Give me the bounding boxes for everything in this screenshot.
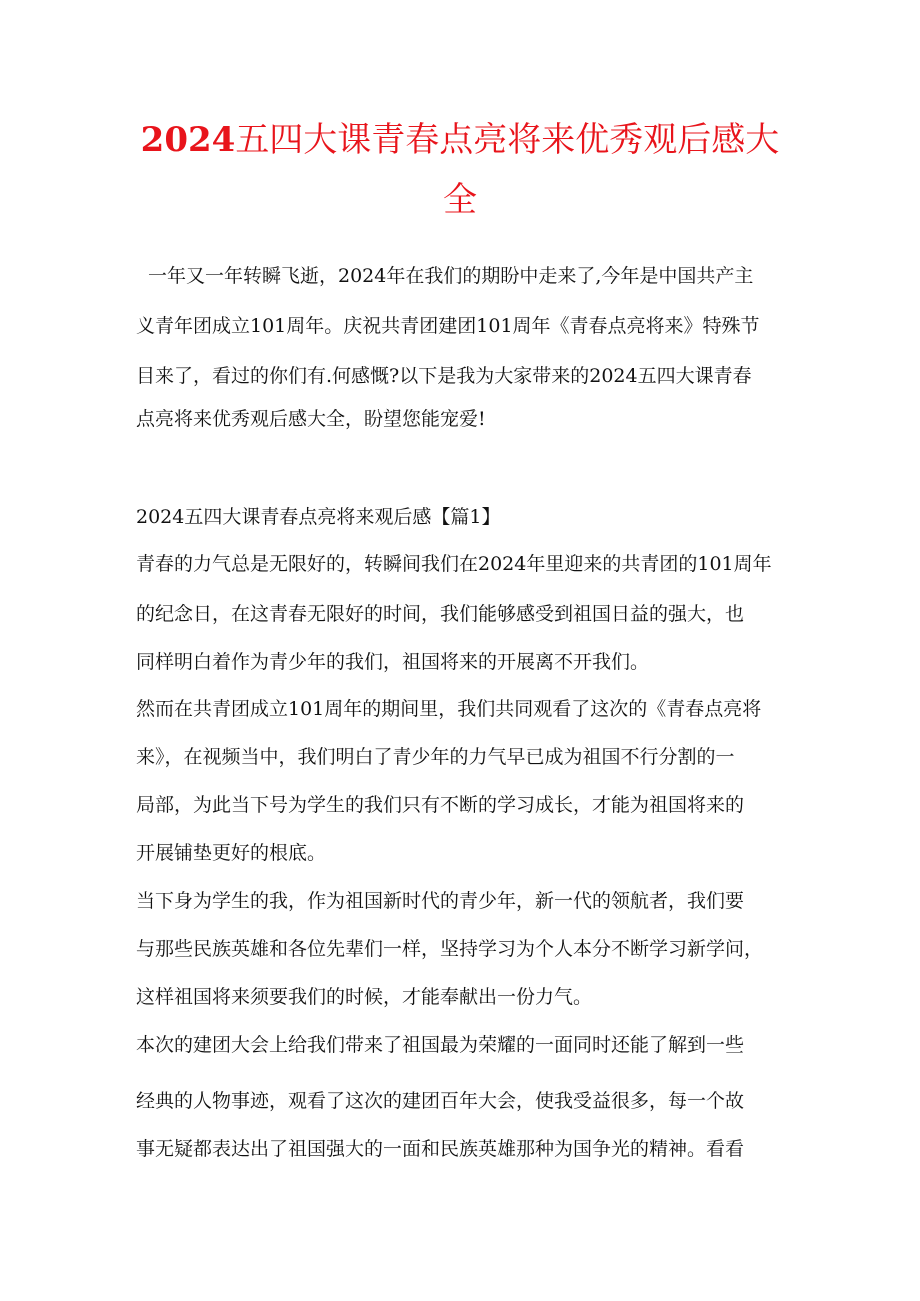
title-text: 五四大课青春点亮将来优秀观后感大: [235, 120, 780, 160]
para2-line-3: 局部，为此当下号为学生的我们只有不断的学习成长，才能为祖国将来的: [136, 794, 745, 816]
para1-line-3: 同样明白着作为青少年的我们，祖国将来的开展离不开我们。: [136, 651, 650, 673]
para3-line-3: 这样祖国将来须要我们的时候，才能奉献出一份力气。: [136, 986, 593, 1008]
para4-line-2: 经典的人物事迹，观看了这次的建团百年大会，使我受益很多，每一个故: [136, 1090, 745, 1112]
para1-line-1: 青春的力气总是无限好的，转瞬间我们在2024年里迎来的共青团的101周年: [136, 553, 772, 575]
title-year: 2024: [140, 120, 236, 160]
para2-line-1: 然而在共青团成立101周年的期间里，我们共同观看了这次的《青春点亮将: [136, 698, 762, 720]
intro-line-3: 目来了，看过的你们有.何感慨?以下是我为大家带来的2024五四大课青春: [136, 365, 752, 387]
document-title-line-1: [130, 110, 790, 170]
para4-line-1: 本次的建团大会上给我们带来了祖国最为荣耀的一面同时还能了解到一些: [136, 1034, 745, 1056]
document-title-line-2: 全: [443, 180, 477, 220]
para2-line-4: 开展铺垫更好的根底。: [136, 842, 327, 864]
para2-line-2: 来》，在视频当中，我们明白了青少年的力气早已成为祖国不行分割的一: [136, 746, 735, 768]
para1-line-2: 的纪念日，在这青春无限好的时间，我们能够感受到祖国日益的强大，也: [136, 603, 745, 625]
intro-line-2: 义青年团成立101周年。庆祝共青团建团101周年《青春点亮将来》特殊节: [136, 315, 760, 337]
para3-line-1: 当下身为学生的我，作为祖国新时代的青少年，新一代的领航者，我们要: [136, 890, 745, 912]
intro-line-4: 点亮将来优秀观后感大全，盼望您能宠爱!: [136, 408, 486, 430]
para4-line-3: 事无疑都表达出了祖国强大的一面和民族英雄那种为国争光的精神。看看: [136, 1138, 745, 1160]
para3-line-2: 与那些民族英雄和各位先辈们一样，坚持学习为个人本分不断学习新学问，: [136, 938, 764, 960]
intro-line-1: 一年又一年转瞬飞逝，2024年在我们的期盼中走来了,今年是中国共产主: [148, 265, 754, 287]
section-heading: 2024五四大课青春点亮将来观后感【篇1】: [136, 506, 501, 528]
